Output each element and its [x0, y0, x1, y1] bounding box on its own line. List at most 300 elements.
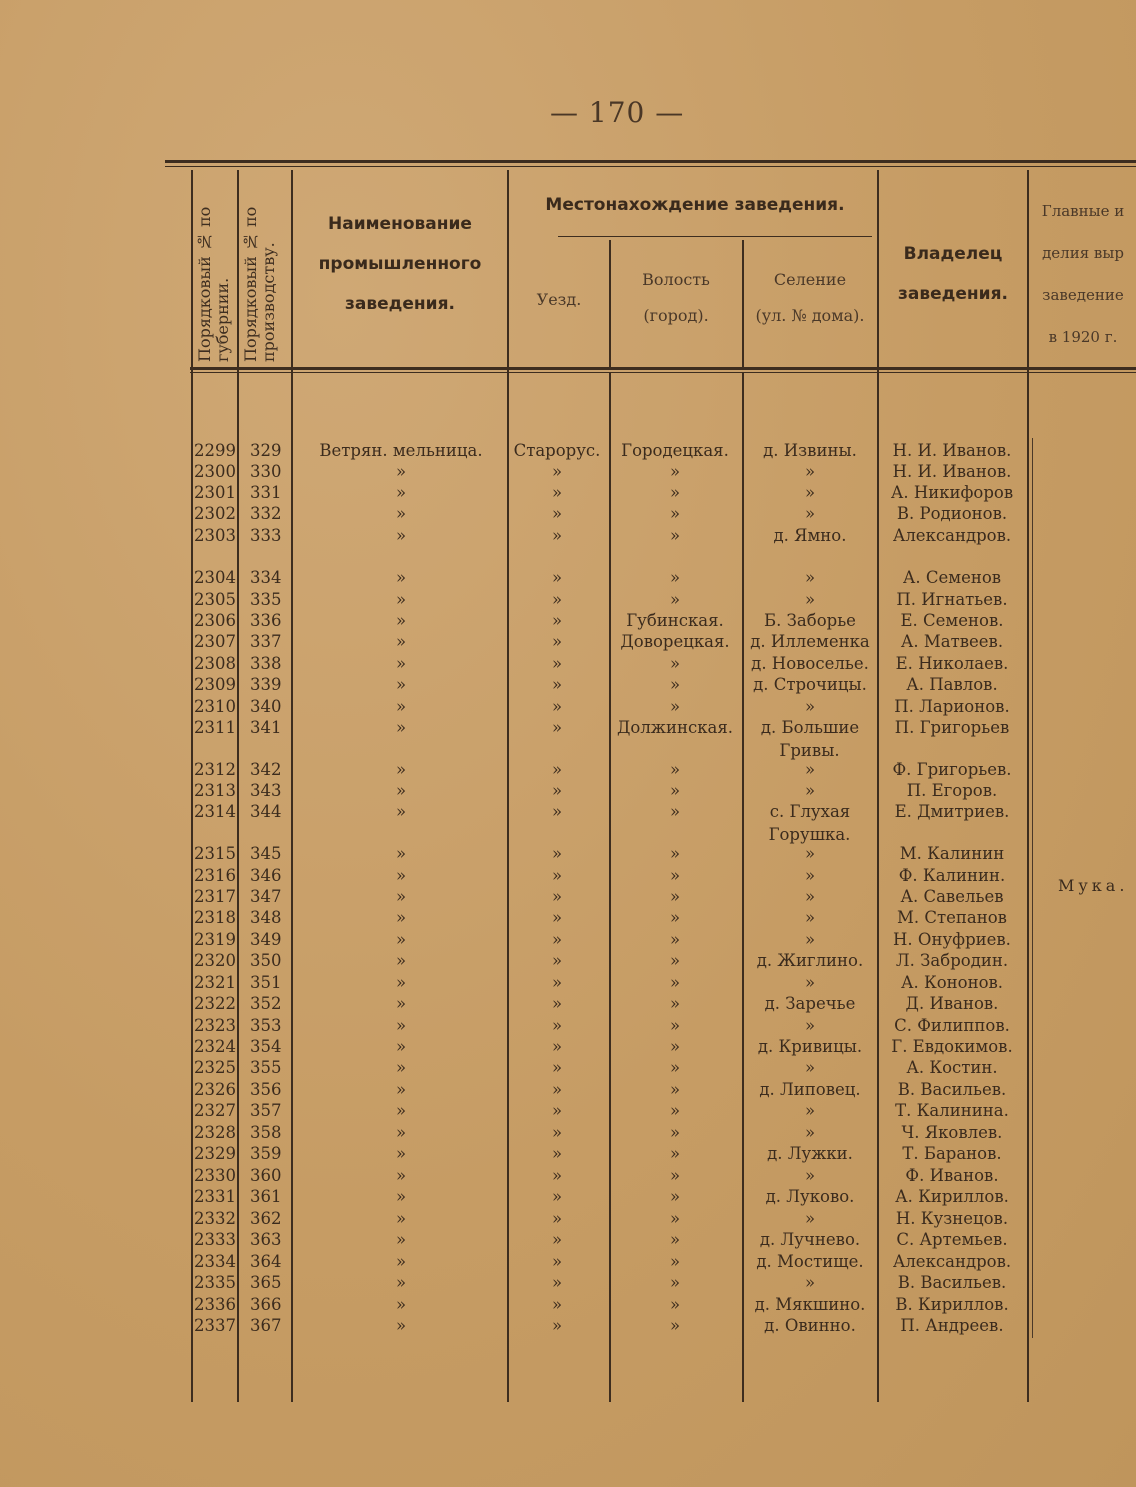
row-uezd: » — [551, 590, 563, 609]
row-name: » — [395, 1230, 407, 1249]
row-number-gub: 2309 — [194, 675, 236, 694]
row-name: » — [395, 718, 407, 737]
row-selenie: д. Луково. — [765, 1187, 855, 1206]
row-number-prod: 360 — [250, 1166, 282, 1185]
row-volost: » — [669, 1209, 681, 1228]
row-uezd: » — [551, 568, 563, 587]
table-row — [190, 461, 1136, 483]
header-selenie: Селение (ул. № дома). — [755, 270, 865, 325]
row-uezd: » — [551, 483, 563, 502]
row-selenie: » — [804, 1016, 816, 1035]
header-name: Наименование промышленного заведения. — [318, 214, 482, 314]
row-number-prod: 350 — [250, 951, 282, 970]
table-row — [190, 993, 1136, 1015]
row-name: » — [395, 462, 407, 481]
row-selenie: » — [804, 1101, 816, 1120]
row-selenie: д. Овинно. — [764, 1316, 856, 1335]
row-volost: » — [669, 844, 681, 863]
row-selenie: » — [804, 1058, 816, 1077]
row-name: » — [395, 951, 407, 970]
row-number-gub: 2305 — [194, 590, 236, 609]
header-bottom-rule — [190, 367, 1136, 370]
row-owner: Л. Забродин. — [895, 951, 1009, 970]
row-selenie: д. Жиглино. — [756, 951, 864, 970]
row-volost: » — [669, 1230, 681, 1249]
row-number-gub: 2312 — [194, 760, 236, 779]
row-owner: А. Никифоров — [890, 483, 1014, 502]
row-number-prod: 349 — [250, 930, 282, 949]
row-uezd: » — [551, 611, 563, 630]
row-owner: Н. И. Иванов. — [892, 441, 1012, 460]
row-uezd: » — [551, 504, 563, 523]
row-volost: » — [669, 1295, 681, 1314]
row-selenie: » — [804, 1123, 816, 1142]
row-number-prod: 347 — [250, 887, 282, 906]
row-name: » — [395, 1252, 407, 1271]
row-number-gub: 2320 — [194, 951, 236, 970]
row-volost: » — [669, 887, 681, 906]
row-volost: » — [669, 483, 681, 502]
row-number-prod: 329 — [250, 441, 282, 460]
table-row — [190, 907, 1136, 929]
table-row — [190, 717, 1136, 739]
row-uezd: » — [551, 802, 563, 821]
row-number-gub: 2321 — [194, 973, 236, 992]
row-name: » — [395, 973, 407, 992]
row-uezd: » — [551, 930, 563, 949]
row-volost: » — [669, 1316, 681, 1335]
row-owner: Александров. — [892, 526, 1012, 545]
row-selenie: д. Заречье — [764, 994, 856, 1013]
row-selenie: » — [804, 568, 816, 587]
row-name: » — [395, 1316, 407, 1335]
table-row — [190, 1315, 1136, 1337]
row-owner: Т. Баранов. — [902, 1144, 1002, 1163]
table-row — [190, 482, 1136, 504]
table-row — [190, 1229, 1136, 1251]
row-owner: В. Васильев. — [897, 1273, 1007, 1292]
row-selenie: » — [804, 462, 816, 481]
header-order-gub: Порядковый № по губернии. — [195, 206, 232, 362]
row-uezd: » — [551, 1058, 563, 1077]
row-selenie: » — [804, 483, 816, 502]
row-owner: Александров. — [892, 1252, 1012, 1271]
row-uezd: » — [551, 1187, 563, 1206]
table-row — [190, 1079, 1136, 1101]
row-number-prod: 346 — [250, 866, 282, 885]
col-rule-5-head — [609, 240, 611, 370]
row-selenie: » — [804, 781, 816, 800]
row-number-prod: 332 — [250, 504, 282, 523]
row-owner: В. Васильев. — [897, 1080, 1007, 1099]
row-owner: Н. Кузнецов. — [895, 1209, 1009, 1228]
row-uezd: » — [551, 1166, 563, 1185]
row-number-prod: 330 — [250, 462, 282, 481]
row-uezd: » — [551, 1144, 563, 1163]
row-name: » — [395, 866, 407, 885]
row-uezd: » — [551, 1101, 563, 1120]
row-number-gub: 2331 — [194, 1187, 236, 1206]
table-row — [190, 929, 1136, 951]
row-number-prod: 336 — [250, 611, 282, 630]
row-number-gub: 2313 — [194, 781, 236, 800]
row-owner: Т. Калинина. — [895, 1101, 1009, 1120]
row-owner: В. Родионов. — [896, 504, 1008, 523]
row-volost: » — [669, 866, 681, 885]
row-volost: » — [669, 994, 681, 1013]
row-uezd: » — [551, 1037, 563, 1056]
col-rule-6-head — [742, 240, 744, 370]
row-number-gub: 2304 — [194, 568, 236, 587]
row-selenie: д. Извины. — [763, 441, 857, 460]
row-uezd: » — [551, 1273, 563, 1292]
row-number-prod: 343 — [250, 781, 282, 800]
row-number-gub: 2303 — [194, 526, 236, 545]
row-selenie: д. Липовец. — [759, 1080, 861, 1099]
row-name: » — [395, 1123, 407, 1142]
location-subheader-rule — [558, 236, 872, 237]
row-name: » — [395, 1144, 407, 1163]
row-volost: » — [669, 568, 681, 587]
row-number-prod: 351 — [250, 973, 282, 992]
row-uezd: » — [551, 973, 563, 992]
row-name: » — [395, 930, 407, 949]
row-selenie: д. Большие — [760, 718, 860, 737]
top-rule-thin — [165, 166, 1136, 167]
row-name: » — [395, 526, 407, 545]
row-volost: » — [669, 951, 681, 970]
row-number-prod: 362 — [250, 1209, 282, 1228]
row-number-prod: 335 — [250, 590, 282, 609]
top-rule — [165, 160, 1136, 163]
table-row — [190, 972, 1136, 994]
row-uezd: » — [551, 760, 563, 779]
row-number-gub: 2327 — [194, 1101, 236, 1120]
row-name: » — [395, 1273, 407, 1292]
row-owner: Д. Иванов. — [905, 994, 999, 1013]
row-uezd: » — [551, 1209, 563, 1228]
row-number-prod: 345 — [250, 844, 282, 863]
row-volost: » — [669, 675, 681, 694]
row-selenie: д. Иллеменка — [750, 632, 870, 651]
row-owner: А. Савельев — [900, 887, 1004, 906]
table-row — [190, 759, 1136, 781]
row-number-gub: 2301 — [194, 483, 236, 502]
row-owner: А. Семенов — [902, 568, 1002, 587]
row-selenie: д. Мостище. — [756, 1252, 864, 1271]
row-name: » — [395, 697, 407, 716]
row-number-prod: 341 — [250, 718, 282, 737]
row-owner: П. Андреев. — [900, 1316, 1004, 1335]
row-volost: » — [669, 1166, 681, 1185]
row-number-gub: 2322 — [194, 994, 236, 1013]
row-number-gub: 2316 — [194, 866, 236, 885]
row-owner: П. Ларионов. — [894, 697, 1010, 716]
row-number-gub: 2324 — [194, 1037, 236, 1056]
row-volost: » — [669, 1187, 681, 1206]
row-name: » — [395, 802, 407, 821]
row-number-gub: 2325 — [194, 1058, 236, 1077]
row-owner: А. Кириллов. — [895, 1187, 1009, 1206]
row-owner: Н. И. Иванов. — [892, 462, 1012, 481]
row-number-gub: 2337 — [194, 1316, 236, 1335]
table-row — [190, 1036, 1136, 1058]
table-row — [190, 801, 1136, 823]
row-volost: » — [669, 526, 681, 545]
row-volost: » — [669, 908, 681, 927]
row-number-prod: 359 — [250, 1144, 282, 1163]
row-owner: Е. Семенов. — [900, 611, 1004, 630]
row-owner: А. Матвеев. — [900, 632, 1004, 651]
page-number: — 170 — — [550, 96, 685, 129]
row-number-gub: 2335 — [194, 1273, 236, 1292]
row-name: » — [395, 1016, 407, 1035]
row-number-gub: 2318 — [194, 908, 236, 927]
row-owner: Ч. Яковлев. — [901, 1123, 1003, 1142]
row-uezd: » — [551, 526, 563, 545]
row-selenie: » — [804, 760, 816, 779]
header-location: Местонахождение заведения. — [545, 195, 845, 215]
row-volost: Должинская. — [616, 718, 734, 737]
row-uezd: » — [551, 654, 563, 673]
row-owner: М. Калинин — [899, 844, 1005, 863]
row-number-gub: 2317 — [194, 887, 236, 906]
row-selenie: с. Глухая — [769, 802, 851, 821]
table-row — [190, 589, 1136, 611]
selenie-continuation-gorushka: Горушка. — [768, 825, 851, 844]
row-number-prod: 339 — [250, 675, 282, 694]
row-uezd: » — [551, 1230, 563, 1249]
row-owner: Е. Николаев. — [895, 654, 1009, 673]
row-uezd: Старорус. — [513, 441, 601, 460]
row-uezd: » — [551, 887, 563, 906]
row-name: » — [395, 590, 407, 609]
row-selenie: » — [804, 1209, 816, 1228]
row-uezd: » — [551, 781, 563, 800]
row-selenie: » — [804, 504, 816, 523]
row-number-gub: 2300 — [194, 462, 236, 481]
row-name: » — [395, 675, 407, 694]
row-selenie: » — [804, 930, 816, 949]
row-name: » — [395, 483, 407, 502]
row-name: » — [395, 887, 407, 906]
row-number-prod: 337 — [250, 632, 282, 651]
row-name: » — [395, 844, 407, 863]
row-uezd: » — [551, 866, 563, 885]
row-number-gub: 2314 — [194, 802, 236, 821]
row-owner: С. Артемьев. — [896, 1230, 1008, 1249]
row-uezd: » — [551, 1016, 563, 1035]
row-selenie: д. Лужки. — [767, 1144, 853, 1163]
row-volost: » — [669, 462, 681, 481]
row-number-prod: 342 — [250, 760, 282, 779]
row-selenie: » — [804, 1273, 816, 1292]
row-number-prod: 365 — [250, 1273, 282, 1292]
row-owner: М. Степанов — [897, 908, 1007, 927]
row-number-prod: 356 — [250, 1080, 282, 1099]
row-number-gub: 2302 — [194, 504, 236, 523]
row-selenie: » — [804, 887, 816, 906]
product-label: Мука. — [1058, 876, 1129, 895]
header-bottom-rule-thin — [190, 372, 1136, 373]
table-row — [190, 653, 1136, 675]
row-uezd: » — [551, 675, 563, 694]
row-uezd: » — [551, 1080, 563, 1099]
row-owner: Е. Дмитриев. — [894, 802, 1010, 821]
table-row — [190, 631, 1136, 653]
row-name: » — [395, 1101, 407, 1120]
row-number-prod: 354 — [250, 1037, 282, 1056]
row-selenie: д. Строчицы. — [753, 675, 867, 694]
row-uezd: » — [551, 718, 563, 737]
row-name: » — [395, 568, 407, 587]
row-number-prod: 357 — [250, 1101, 282, 1120]
row-selenie: » — [804, 1166, 816, 1185]
row-uezd: » — [551, 994, 563, 1013]
row-number-gub: 2330 — [194, 1166, 236, 1185]
row-uezd: » — [551, 462, 563, 481]
row-volost: Доворецкая. — [620, 632, 730, 651]
row-number-prod: 331 — [250, 483, 282, 502]
row-volost: » — [669, 802, 681, 821]
row-volost: » — [669, 1144, 681, 1163]
row-name: » — [395, 1166, 407, 1185]
row-volost: » — [669, 973, 681, 992]
table-row — [190, 440, 1136, 462]
row-number-prod: 333 — [250, 526, 282, 545]
header-order-prod: Порядковый № по производству. — [241, 206, 278, 362]
table-row — [190, 843, 1136, 865]
row-volost: » — [669, 1080, 681, 1099]
row-selenie: д. Новоселье. — [751, 654, 869, 673]
row-volost: » — [669, 1123, 681, 1142]
table-row — [190, 1100, 1136, 1122]
row-owner: Ф. Иванов. — [905, 1166, 999, 1185]
row-volost: » — [669, 781, 681, 800]
row-owner: П. Егоров. — [906, 781, 998, 800]
table-row — [190, 610, 1136, 632]
row-number-gub: 2315 — [194, 844, 236, 863]
row-selenie: д. Лучнево. — [759, 1230, 861, 1249]
row-owner: П. Игнатьев. — [896, 590, 1008, 609]
row-selenie: д. Кривицы. — [757, 1037, 863, 1056]
row-number-gub: 2328 — [194, 1123, 236, 1142]
row-selenie: » — [804, 866, 816, 885]
row-number-prod: 361 — [250, 1187, 282, 1206]
table-row — [190, 780, 1136, 802]
row-uezd: » — [551, 844, 563, 863]
row-uezd: » — [551, 1252, 563, 1271]
row-number-gub: 2308 — [194, 654, 236, 673]
row-number-gub: 2311 — [194, 718, 236, 737]
selenie-continuation-grivy: Гривы. — [779, 741, 840, 760]
row-name: » — [395, 611, 407, 630]
row-volost: » — [669, 1273, 681, 1292]
row-number-gub: 2319 — [194, 930, 236, 949]
table-row — [190, 1165, 1136, 1187]
row-selenie: д. Мякшино. — [754, 1295, 866, 1314]
row-number-prod: 344 — [250, 802, 282, 821]
row-number-prod: 353 — [250, 1016, 282, 1035]
table-row — [190, 1272, 1136, 1294]
row-number-prod: 338 — [250, 654, 282, 673]
row-selenie: » — [804, 697, 816, 716]
table-row — [190, 865, 1136, 887]
row-number-prod: 355 — [250, 1058, 282, 1077]
row-name: » — [395, 632, 407, 651]
row-owner: Ф. Григорьев. — [892, 760, 1012, 779]
row-volost: » — [669, 697, 681, 716]
row-name: » — [395, 654, 407, 673]
table-row — [190, 1143, 1136, 1165]
row-uezd: » — [551, 632, 563, 651]
row-number-gub: 2336 — [194, 1295, 236, 1314]
table-row — [190, 567, 1136, 589]
row-number-prod: 364 — [250, 1252, 282, 1271]
table-row — [190, 950, 1136, 972]
row-volost: Городецкая. — [621, 441, 729, 460]
row-number-gub: 2334 — [194, 1252, 236, 1271]
product-brace — [1032, 438, 1039, 1338]
table-row — [190, 1057, 1136, 1079]
row-uezd: » — [551, 1123, 563, 1142]
table-row — [190, 1186, 1136, 1208]
row-number-gub: 2326 — [194, 1080, 236, 1099]
row-number-gub: 2333 — [194, 1230, 236, 1249]
row-owner: А. Костин. — [906, 1058, 998, 1077]
row-volost: » — [669, 1016, 681, 1035]
table-row — [190, 1015, 1136, 1037]
row-name: » — [395, 994, 407, 1013]
row-number-prod: 363 — [250, 1230, 282, 1249]
row-name: » — [395, 1058, 407, 1077]
table-row — [190, 886, 1136, 908]
row-volost: » — [669, 504, 681, 523]
row-name: Ветрян. мельница. — [319, 441, 483, 460]
row-number-gub: 2307 — [194, 632, 236, 651]
row-name: » — [395, 504, 407, 523]
row-owner: А. Павлов. — [906, 675, 998, 694]
row-number-prod: 340 — [250, 697, 282, 716]
row-name: » — [395, 908, 407, 927]
row-number-gub: 2323 — [194, 1016, 236, 1035]
row-number-prod: 352 — [250, 994, 282, 1013]
row-owner: П. Григорьев — [894, 718, 1010, 737]
row-uezd: » — [551, 697, 563, 716]
row-uezd: » — [551, 1316, 563, 1335]
row-selenie: » — [804, 973, 816, 992]
row-selenie: д. Ямно. — [773, 526, 847, 545]
table-row — [190, 1208, 1136, 1230]
row-number-prod: 366 — [250, 1295, 282, 1314]
header-owner: Владелец заведения. — [898, 244, 1008, 304]
row-volost: » — [669, 760, 681, 779]
row-volost: » — [669, 1058, 681, 1077]
row-volost: Губинская. — [626, 611, 724, 630]
row-selenie: » — [804, 844, 816, 863]
row-owner: Ф. Калинин. — [898, 866, 1006, 885]
header-products: Главные и делия выр заведение в 1920 г. — [1041, 202, 1125, 346]
table-row — [190, 1294, 1136, 1316]
row-owner: В. Кириллов. — [895, 1295, 1009, 1314]
table-row — [190, 1251, 1136, 1273]
row-selenie: » — [804, 908, 816, 927]
row-name: » — [395, 1037, 407, 1056]
row-volost: » — [669, 1101, 681, 1120]
row-name: » — [395, 760, 407, 779]
row-number-prod: 358 — [250, 1123, 282, 1142]
table-row — [190, 503, 1136, 525]
